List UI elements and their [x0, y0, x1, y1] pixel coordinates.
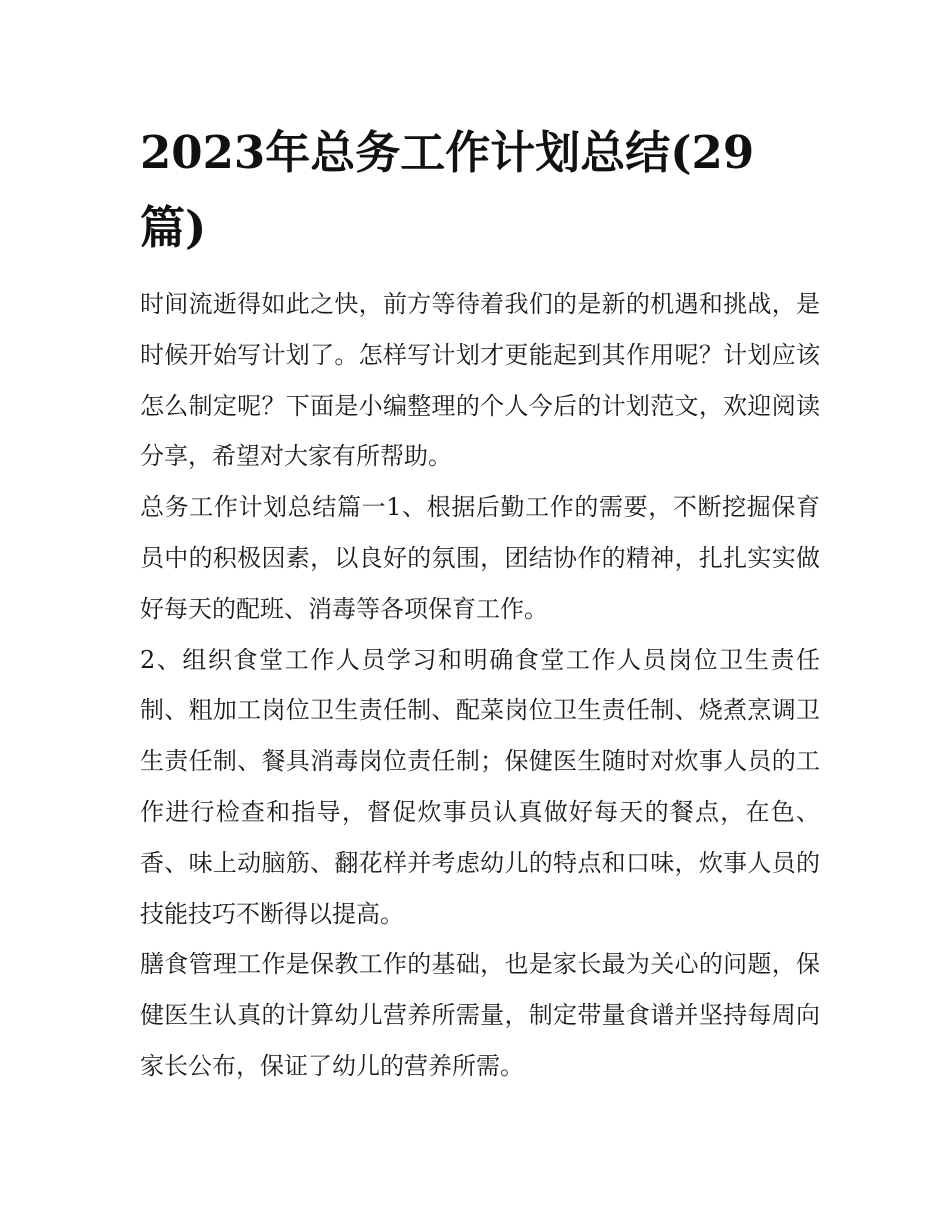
- document-title: 2023年总务工作计划总结(29篇): [140, 126, 755, 254]
- paragraph-section-one-item-1: 总务工作计划总结篇一1、根据后勤工作的需要，不断挖掘保育员中的积极因素，以良好的氛围，团结协作的精神，扎扎实实做好每天的配班、消毒等各项保育工作。: [140, 493, 820, 623]
- paragraph-intro: 时间流逝得如此之快，前方等待着我们的是新的机遇和挑战，是时候开始写计划了。怎样写计划才更能起到其作用呢？计划应该怎么制定呢？下面是小编整理的个人今后的计划范文，欢迎阅读分享，希望对大家有所帮助。: [140, 290, 820, 471]
- paragraph-section-one-item-2: 2、组织食堂工作人员学习和明确食堂工作人员岗位卫生责任制、粗加工岗位卫生责任制、配菜岗位卫生责任制、烧煮烹调卫生责任制、餐具消毒岗位责任制；保健医生随时对炊事人员的工作进行检查和指导，督促炊事员认真做好每天的餐点，在色、香、味上动脑筋、翻花样并考虑幼儿的特点和口味，炊事人员的技能技巧不断得以提高。: [140, 645, 820, 928]
- paragraph-list: [140, 279, 820, 1092]
- paragraph-meal-management: 膳食管理工作是保教工作的基础，也是家长最为关心的问题，保健医生认真的计算幼儿营养所需量，制定带量食谱并坚持每周向家长公布，保证了幼儿的营养所需。: [140, 950, 820, 1080]
- document-body: [140, 115, 820, 1092]
